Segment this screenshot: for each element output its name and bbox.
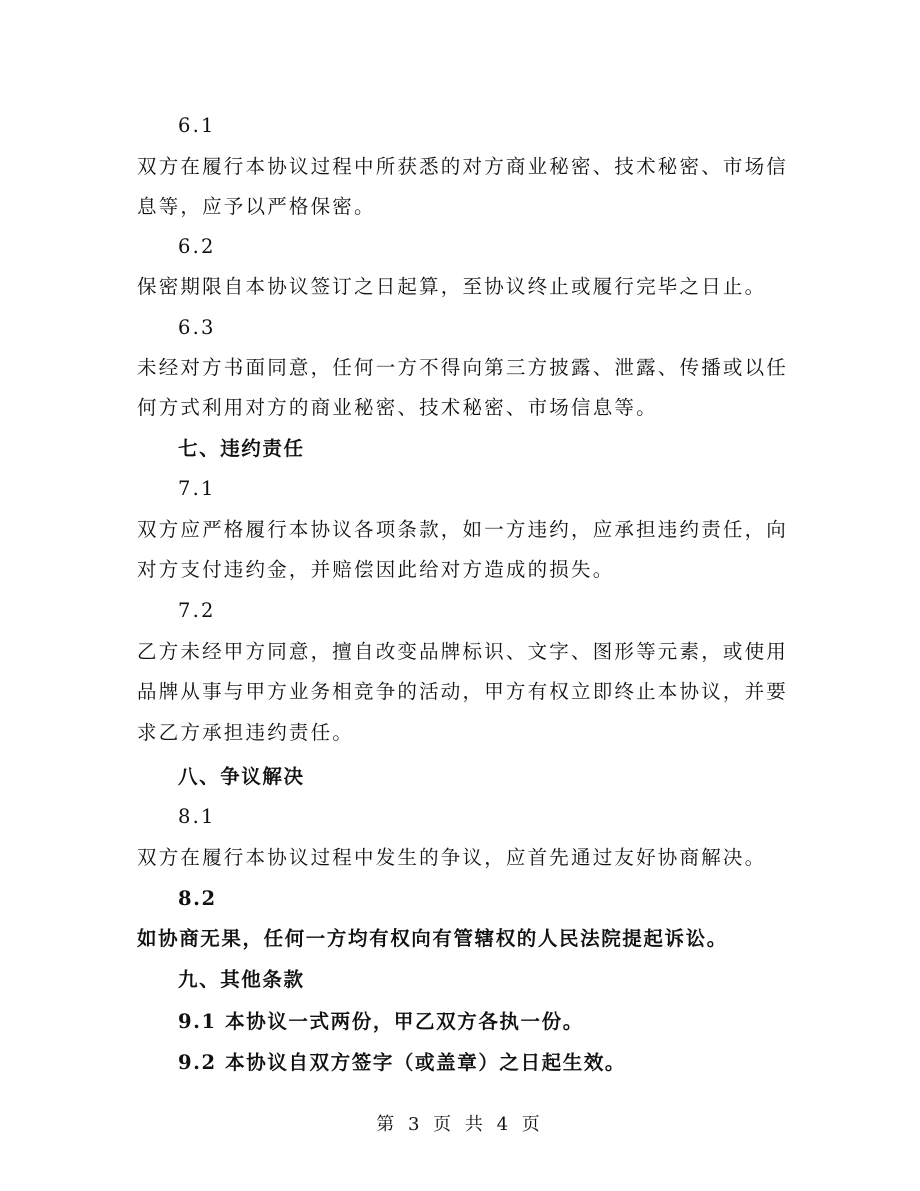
clause-7-2-text-line-3: 求乙方承担违约责任。	[137, 721, 355, 744]
clause-7-1-text-line-2: 对方支付违约金，并赔偿因此给对方造成的损失。	[137, 558, 615, 581]
clause-8-2-text-line-1: 如协商无果，任何一方均有权向有管辖权的人民法院提起诉讼。	[137, 927, 728, 950]
clause-6-1-number: 6.1	[178, 114, 216, 137]
section-9-heading: 九、其他条款	[178, 968, 305, 991]
clause-6-3-text-line-2: 何方式利用对方的商业秘密、技术秘密、市场信息等。	[137, 396, 658, 419]
clause-8-1-text-line-1: 双方在履行本协议过程中发生的争议，应首先通过友好协商解决。	[137, 846, 767, 869]
clause-7-2-text-line-1: 乙方未经甲方同意，擅自改变品牌标识、文字、图形等元素，或使用	[137, 640, 789, 663]
clause-6-2-number: 6.2	[178, 235, 216, 258]
section-8-heading: 八、争议解决	[178, 765, 305, 788]
clause-6-3-text-line-1: 未经对方书面同意，任何一方不得向第三方披露、泄露、传播或以任	[137, 356, 789, 379]
clause-6-3-number: 6.3	[178, 316, 216, 339]
clause-6-2-text-line-1: 保密期限自本协议签订之日起算，至协议终止或履行完毕之日止。	[137, 275, 767, 298]
page-number-footer: 第 3 页 共 4 页	[376, 1114, 544, 1135]
clause-8-1-number: 8.1	[178, 805, 216, 828]
clause-9-2: 9.2 本协议自双方签字（或盖章）之日起生效。	[178, 1051, 627, 1074]
clause-7-1-number: 7.1	[178, 477, 216, 500]
clause-8-2-number: 8.2	[178, 887, 217, 910]
clause-9-1: 9.1 本协议一式两份，甲乙双方各执一份。	[178, 1010, 584, 1033]
clause-6-1-text-line-1: 双方在履行本协议过程中所获悉的对方商业秘密、技术秘密、市场信	[137, 155, 789, 178]
clause-6-1-text-line-2: 息等，应予以严格保密。	[137, 195, 376, 218]
clause-7-2-text-line-2: 品牌从事与甲方业务相竞争的活动，甲方有权立即终止本协议，并要	[137, 680, 789, 703]
section-7-heading: 七、违约责任	[178, 437, 305, 460]
clause-7-2-number: 7.2	[178, 599, 216, 622]
clause-7-1-text-line-1: 双方应严格履行本协议各项条款，如一方违约，应承担违约责任，向	[137, 518, 789, 541]
